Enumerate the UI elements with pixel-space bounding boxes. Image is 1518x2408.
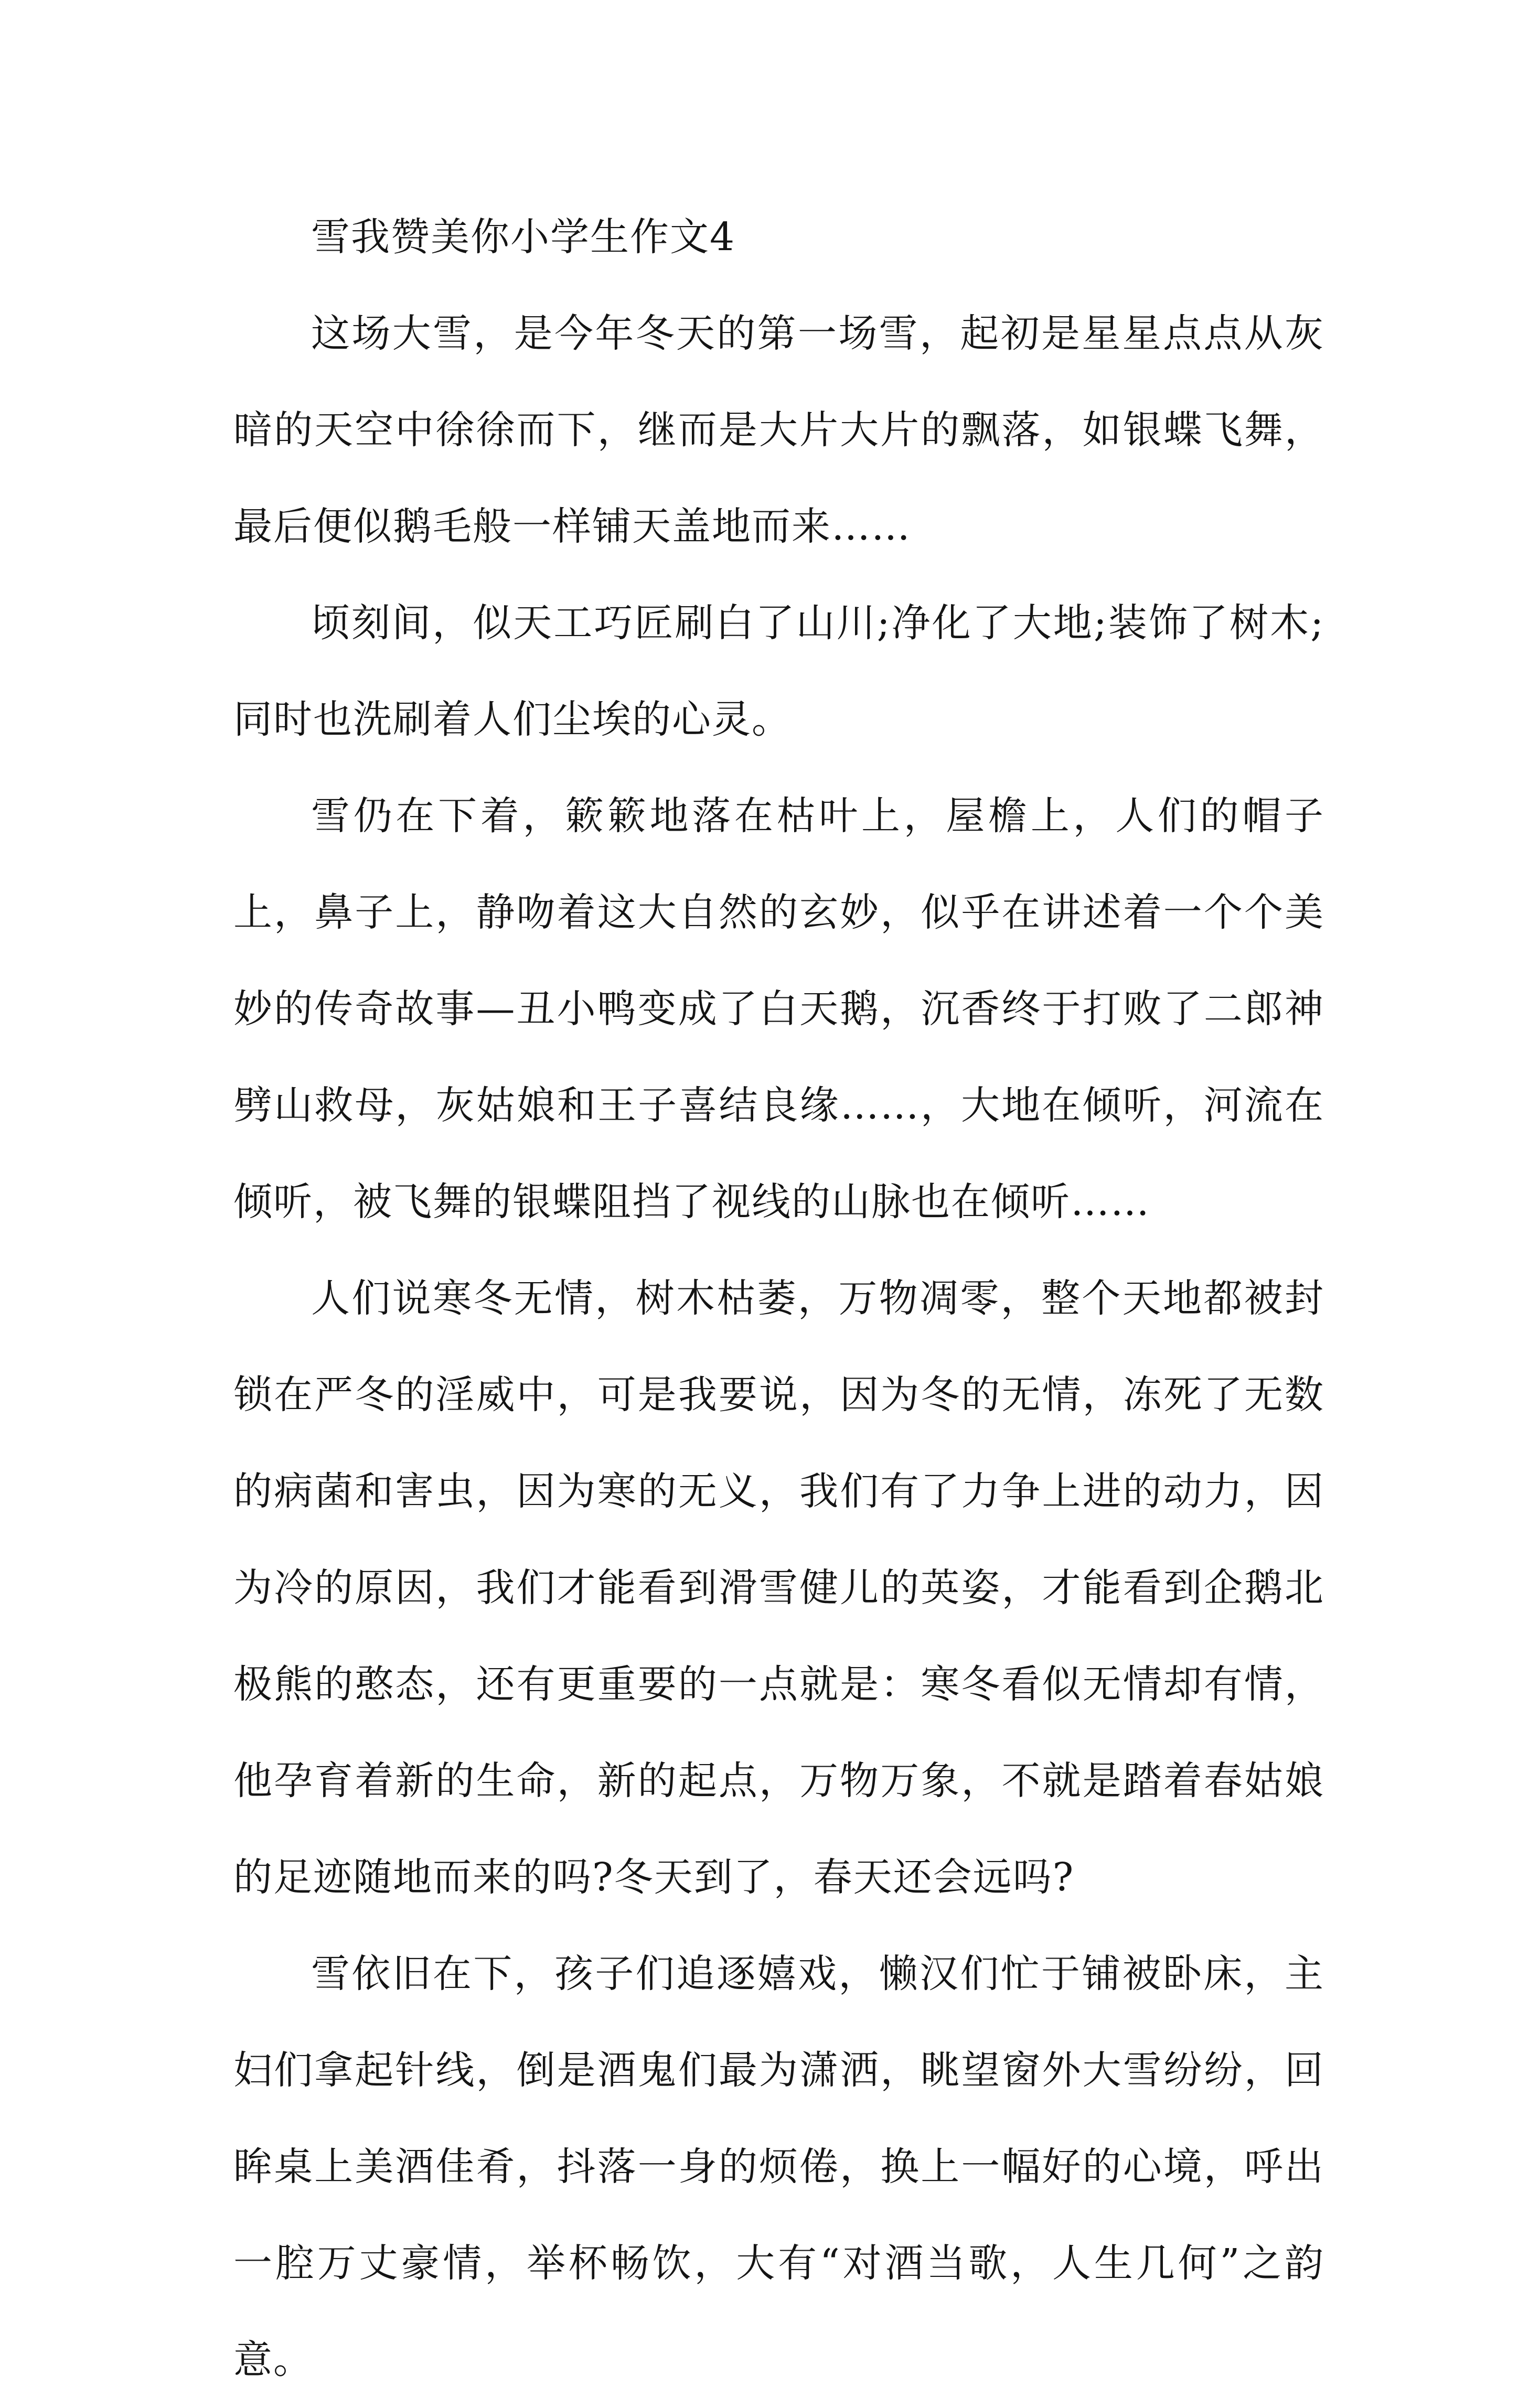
document-body (233, 189, 1324, 2408)
paragraph-3: 雪仍在下着，簌簌地落在枯叶上，屋檐上，人们的帽子上，鼻子上，静吻着这大自然的玄妙，似乎在讲述着一个个美妙的传奇故事—丑小鸭变成了白天鹅，沉香终于打败了二郎神劈山救母，灰姑娘和王子喜结良缘……，大地在倾听，河流在倾听，被飞舞的银蝶阻挡了视线的山脉也在倾听…… (233, 793, 1324, 1224)
document-title: 雪我赞美你小学生作文4 (311, 214, 736, 260)
paragraph-2: 顷刻间，似天工巧匠刷白了山川;净化了大地;装饰了树木;同时也洗刷着人们尘埃的心灵。 (233, 600, 1324, 742)
paragraph-4: 人们说寒冬无情，树木枯萎，万物凋零，整个天地都被封锁在严冬的淫威中，可是我要说，因为冬的无情，冻死了无数的病菌和害虫，因为寒的无义，我们有了力争上进的动力，因为冷的原因，我们才能看到滑雪健儿的英姿，才能看到企鹅北极熊的憨态，还有更重要的一点就是：寒冬看似无情却有情，他孕育着新的生命，新的起点，万物万象，不就是踏着春姑娘的足迹随地而来的吗?冬天到了，春天还会远吗? (233, 1276, 1324, 1900)
paragraph-5: 雪依旧在下，孩子们追逐嬉戏，懒汉们忙于铺被卧床，主妇们拿起针线，倒是酒鬼们最为潇洒，眺望窗外大雪纷纷，回眸桌上美酒佳肴，抖落一身的烦倦，换上一幅好的心境，呼出一腔万丈豪情，举杯畅饮，大有“对酒当歌，人生几何”之韵意。 (233, 1951, 1324, 2382)
paragraph-1: 这场大雪，是今年冬天的第一场雪，起初是星星点点从灰暗的天空中徐徐而下，继而是大片大片的飘落，如银蝶飞舞，最后便似鹅毛般一样铺天盖地而来…… (233, 311, 1324, 549)
